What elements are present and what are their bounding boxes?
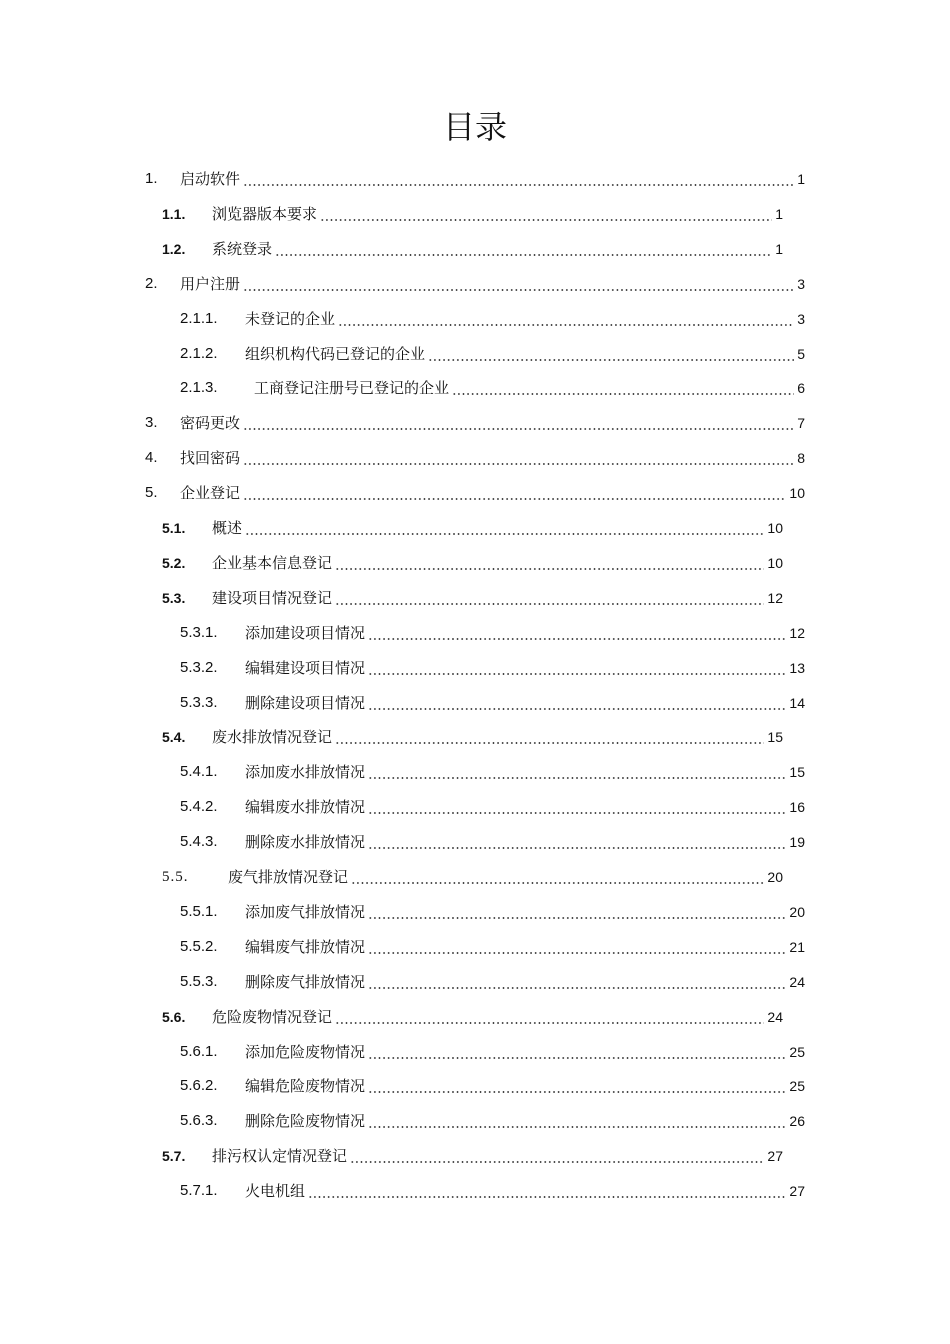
toc-entry-number: 5. <box>145 484 158 502</box>
toc-entry-title: 浏览器版本要求 <box>212 204 318 223</box>
toc-entry-title: 未登记的企业 <box>245 309 336 328</box>
toc-entry[interactable] <box>180 616 805 650</box>
toc-leader-dots <box>368 895 786 929</box>
toc-leader-dots <box>243 162 794 196</box>
toc-entry-page: 10 <box>767 520 783 536</box>
toc-entry-page: 12 <box>767 589 783 606</box>
toc-entry[interactable] <box>162 860 783 894</box>
toc-entry-number: 2.1.3. <box>180 379 218 397</box>
toc-entry-number: 5.3.2. <box>180 658 218 676</box>
toc-entry-title: 工商登记注册号已登记的企业 <box>254 379 450 398</box>
toc-entry[interactable] <box>180 651 805 685</box>
toc-entry[interactable] <box>180 825 805 859</box>
toc-entry[interactable] <box>180 755 805 789</box>
toc-entry-title: 编辑建设项目情况 <box>245 658 366 677</box>
toc-entry-title: 企业登记 <box>180 484 241 503</box>
toc-entry-number: 5.2. <box>162 554 186 571</box>
toc-entry-page: 5 <box>797 345 805 362</box>
toc-entry-title: 编辑废水排放情况 <box>245 798 366 817</box>
toc-entry-title: 组织机构代码已登记的企业 <box>245 344 426 363</box>
toc-entry-page: 10 <box>789 485 805 502</box>
toc-entry-page: 21 <box>789 938 805 955</box>
toc-entry-number: 5.3.1. <box>180 623 218 641</box>
toc-entry-title: 废水排放情况登记 <box>212 728 333 747</box>
toc-entry[interactable] <box>180 337 805 371</box>
toc-entry-number: 5.4.2. <box>180 798 218 816</box>
toc-leader-dots <box>335 720 764 754</box>
toc-entry-number: 2.1.2. <box>180 344 218 362</box>
toc-entry-title: 删除废气排放情况 <box>245 972 366 991</box>
toc-entry[interactable] <box>180 371 805 405</box>
toc-entry[interactable] <box>162 197 783 231</box>
toc-entry-page: 27 <box>789 1183 805 1200</box>
toc-entry-number: 2.1.1. <box>180 309 218 327</box>
toc-leader-dots <box>368 825 786 859</box>
toc-entry-title: 删除建设项目情况 <box>245 693 366 712</box>
toc-entry-number: 5.6.3. <box>180 1112 218 1130</box>
toc-entry-page: 14 <box>789 694 805 711</box>
toc-entry-page: 26 <box>789 1113 805 1130</box>
toc-entry[interactable] <box>180 686 805 720</box>
toc-entry[interactable] <box>162 720 783 754</box>
toc-entry[interactable] <box>180 965 805 999</box>
toc-entry-title: 找回密码 <box>180 449 241 468</box>
toc-entry-number: 1. <box>145 170 158 187</box>
toc-entry-number: 1.1. <box>162 205 186 222</box>
toc-entry-title: 废气排放情况登记 <box>228 868 349 886</box>
toc-entry-number: 5.3.3. <box>180 693 218 711</box>
toc-entry-page: 24 <box>767 1008 783 1025</box>
toc-leader-dots <box>368 1104 786 1138</box>
toc-entry[interactable] <box>180 1035 805 1069</box>
toc-entry-title: 排污权认定情况登记 <box>212 1147 348 1166</box>
toc-leader-dots <box>335 581 764 615</box>
toc-entry[interactable] <box>145 406 805 440</box>
toc-entry[interactable] <box>180 930 805 964</box>
toc-entry-number: 5.1. <box>162 520 186 536</box>
toc-entry-number: 1.2. <box>162 240 186 257</box>
toc-entry[interactable] <box>145 162 805 196</box>
toc-leader-dots <box>368 651 786 685</box>
toc-entry-page: 1 <box>775 205 783 222</box>
toc-leader-dots <box>243 476 786 510</box>
toc-entry-page: 15 <box>789 764 805 781</box>
toc-leader-dots <box>428 337 794 371</box>
toc-entry-title: 火电机组 <box>245 1182 306 1201</box>
toc-entry-page: 12 <box>789 624 805 641</box>
toc-entry-number: 3. <box>145 414 158 432</box>
toc-entry[interactable] <box>180 790 805 824</box>
toc-entry-title: 系统登录 <box>212 239 273 258</box>
toc-entry-number: 5.7. <box>162 1148 186 1165</box>
toc-entry-page: 3 <box>797 275 805 292</box>
toc-leader-dots <box>368 1069 786 1103</box>
toc-leader-dots <box>368 930 786 964</box>
toc-entry-number: 5.5. <box>162 869 189 885</box>
toc-entry-page: 3 <box>797 310 805 327</box>
toc-entry[interactable] <box>145 441 805 475</box>
toc-entry-title: 添加危险废物情况 <box>245 1042 366 1061</box>
toc-entry-page: 24 <box>789 973 805 990</box>
toc-leader-dots <box>245 511 764 545</box>
toc-entry-title: 添加废水排放情况 <box>245 763 366 782</box>
toc-entry-page: 6 <box>797 380 805 397</box>
toc-entry-number: 5.5.3. <box>180 972 218 990</box>
toc-entry[interactable] <box>180 895 805 929</box>
toc-entry-page: 7 <box>797 415 805 432</box>
toc-entry-title: 添加建设项目情况 <box>245 623 366 642</box>
toc-entry[interactable] <box>162 1000 783 1034</box>
toc-leader-dots <box>368 790 786 824</box>
toc-entry-number: 4. <box>145 449 158 467</box>
toc-entry-page: 27 <box>767 1148 783 1165</box>
toc-entry-title: 编辑危险废物情况 <box>245 1077 366 1096</box>
toc-entry-title: 添加废气排放情况 <box>245 902 366 921</box>
toc-entry-page: 10 <box>767 554 783 571</box>
toc-entry-page: 8 <box>797 450 805 467</box>
toc-leader-dots <box>368 686 786 720</box>
toc-entry-number: 5.4.1. <box>180 763 218 781</box>
toc-entry[interactable] <box>145 267 805 301</box>
toc-entry-page: 16 <box>789 799 805 816</box>
toc-entry-title: 用户注册 <box>180 274 241 293</box>
toc-entry-page: 25 <box>789 1043 805 1060</box>
toc-leader-dots <box>368 616 786 650</box>
toc-leader-dots <box>452 371 794 405</box>
toc-leader-dots <box>275 232 772 266</box>
toc-leader-dots <box>368 755 786 789</box>
toc-entry-number: 5.4. <box>162 729 186 746</box>
toc-entry-number: 5.7.1. <box>180 1182 218 1200</box>
toc-entry-page: 1 <box>775 240 783 257</box>
toc-entry-page: 20 <box>767 869 783 885</box>
toc-leader-dots <box>338 302 794 336</box>
toc-leader-dots <box>243 406 794 440</box>
toc-leader-dots <box>368 1035 786 1069</box>
toc-entry-title: 编辑废气排放情况 <box>245 937 366 956</box>
toc-leader-dots <box>368 965 786 999</box>
toc-entry[interactable] <box>180 1104 805 1138</box>
toc-entry-number: 5.5.2. <box>180 937 218 955</box>
toc-entry-number: 5.6.1. <box>180 1042 218 1060</box>
toc-entry-page: 25 <box>789 1078 805 1095</box>
toc-entry[interactable] <box>145 476 805 510</box>
toc-entry-title: 删除危险废物情况 <box>245 1112 366 1131</box>
toc-entry[interactable] <box>162 232 783 266</box>
toc-entry[interactable] <box>180 1174 805 1208</box>
toc-leader-dots <box>335 1000 764 1034</box>
toc-entry[interactable] <box>162 546 783 580</box>
toc-entry-number: 5.5.1. <box>180 902 218 920</box>
toc-leader-dots <box>243 267 794 301</box>
toc-leader-dots <box>350 1139 764 1173</box>
toc-entry-page: 13 <box>789 659 805 676</box>
toc-entry[interactable] <box>180 1069 805 1103</box>
toc-entry-title: 企业基本信息登记 <box>212 553 333 572</box>
toc-entry-page: 19 <box>789 834 805 851</box>
toc-entry-number: 5.3. <box>162 589 186 606</box>
toc-title: 目录 <box>442 108 507 146</box>
toc-entry-number: 5.6.2. <box>180 1077 218 1095</box>
toc-entry-title: 危险废物情况登记 <box>212 1007 333 1026</box>
toc-leader-dots <box>320 197 772 231</box>
toc-entry[interactable] <box>162 581 783 615</box>
toc-leader-dots <box>243 441 794 475</box>
toc-entry-page: 15 <box>767 729 783 746</box>
toc-entry[interactable] <box>162 1139 783 1173</box>
toc-entry-title: 建设项目情况登记 <box>212 588 333 607</box>
toc-entry-page: 1 <box>797 171 805 187</box>
toc-entry-title: 概述 <box>212 519 243 537</box>
toc-entry-title: 密码更改 <box>180 414 241 433</box>
toc-entry-number: 5.6. <box>162 1008 186 1025</box>
toc-entry-title: 启动软件 <box>180 170 241 188</box>
toc-entry[interactable] <box>162 511 783 545</box>
toc-leader-dots <box>351 860 764 894</box>
toc-entry-page: 20 <box>789 903 805 920</box>
toc-leader-dots <box>335 546 764 580</box>
toc-entry-title: 删除废水排放情况 <box>245 833 366 852</box>
toc-leader-dots <box>308 1174 786 1208</box>
toc-entry[interactable] <box>180 302 805 336</box>
toc-entry-number: 2. <box>145 274 158 292</box>
toc-entry-number: 5.4.3. <box>180 833 218 851</box>
